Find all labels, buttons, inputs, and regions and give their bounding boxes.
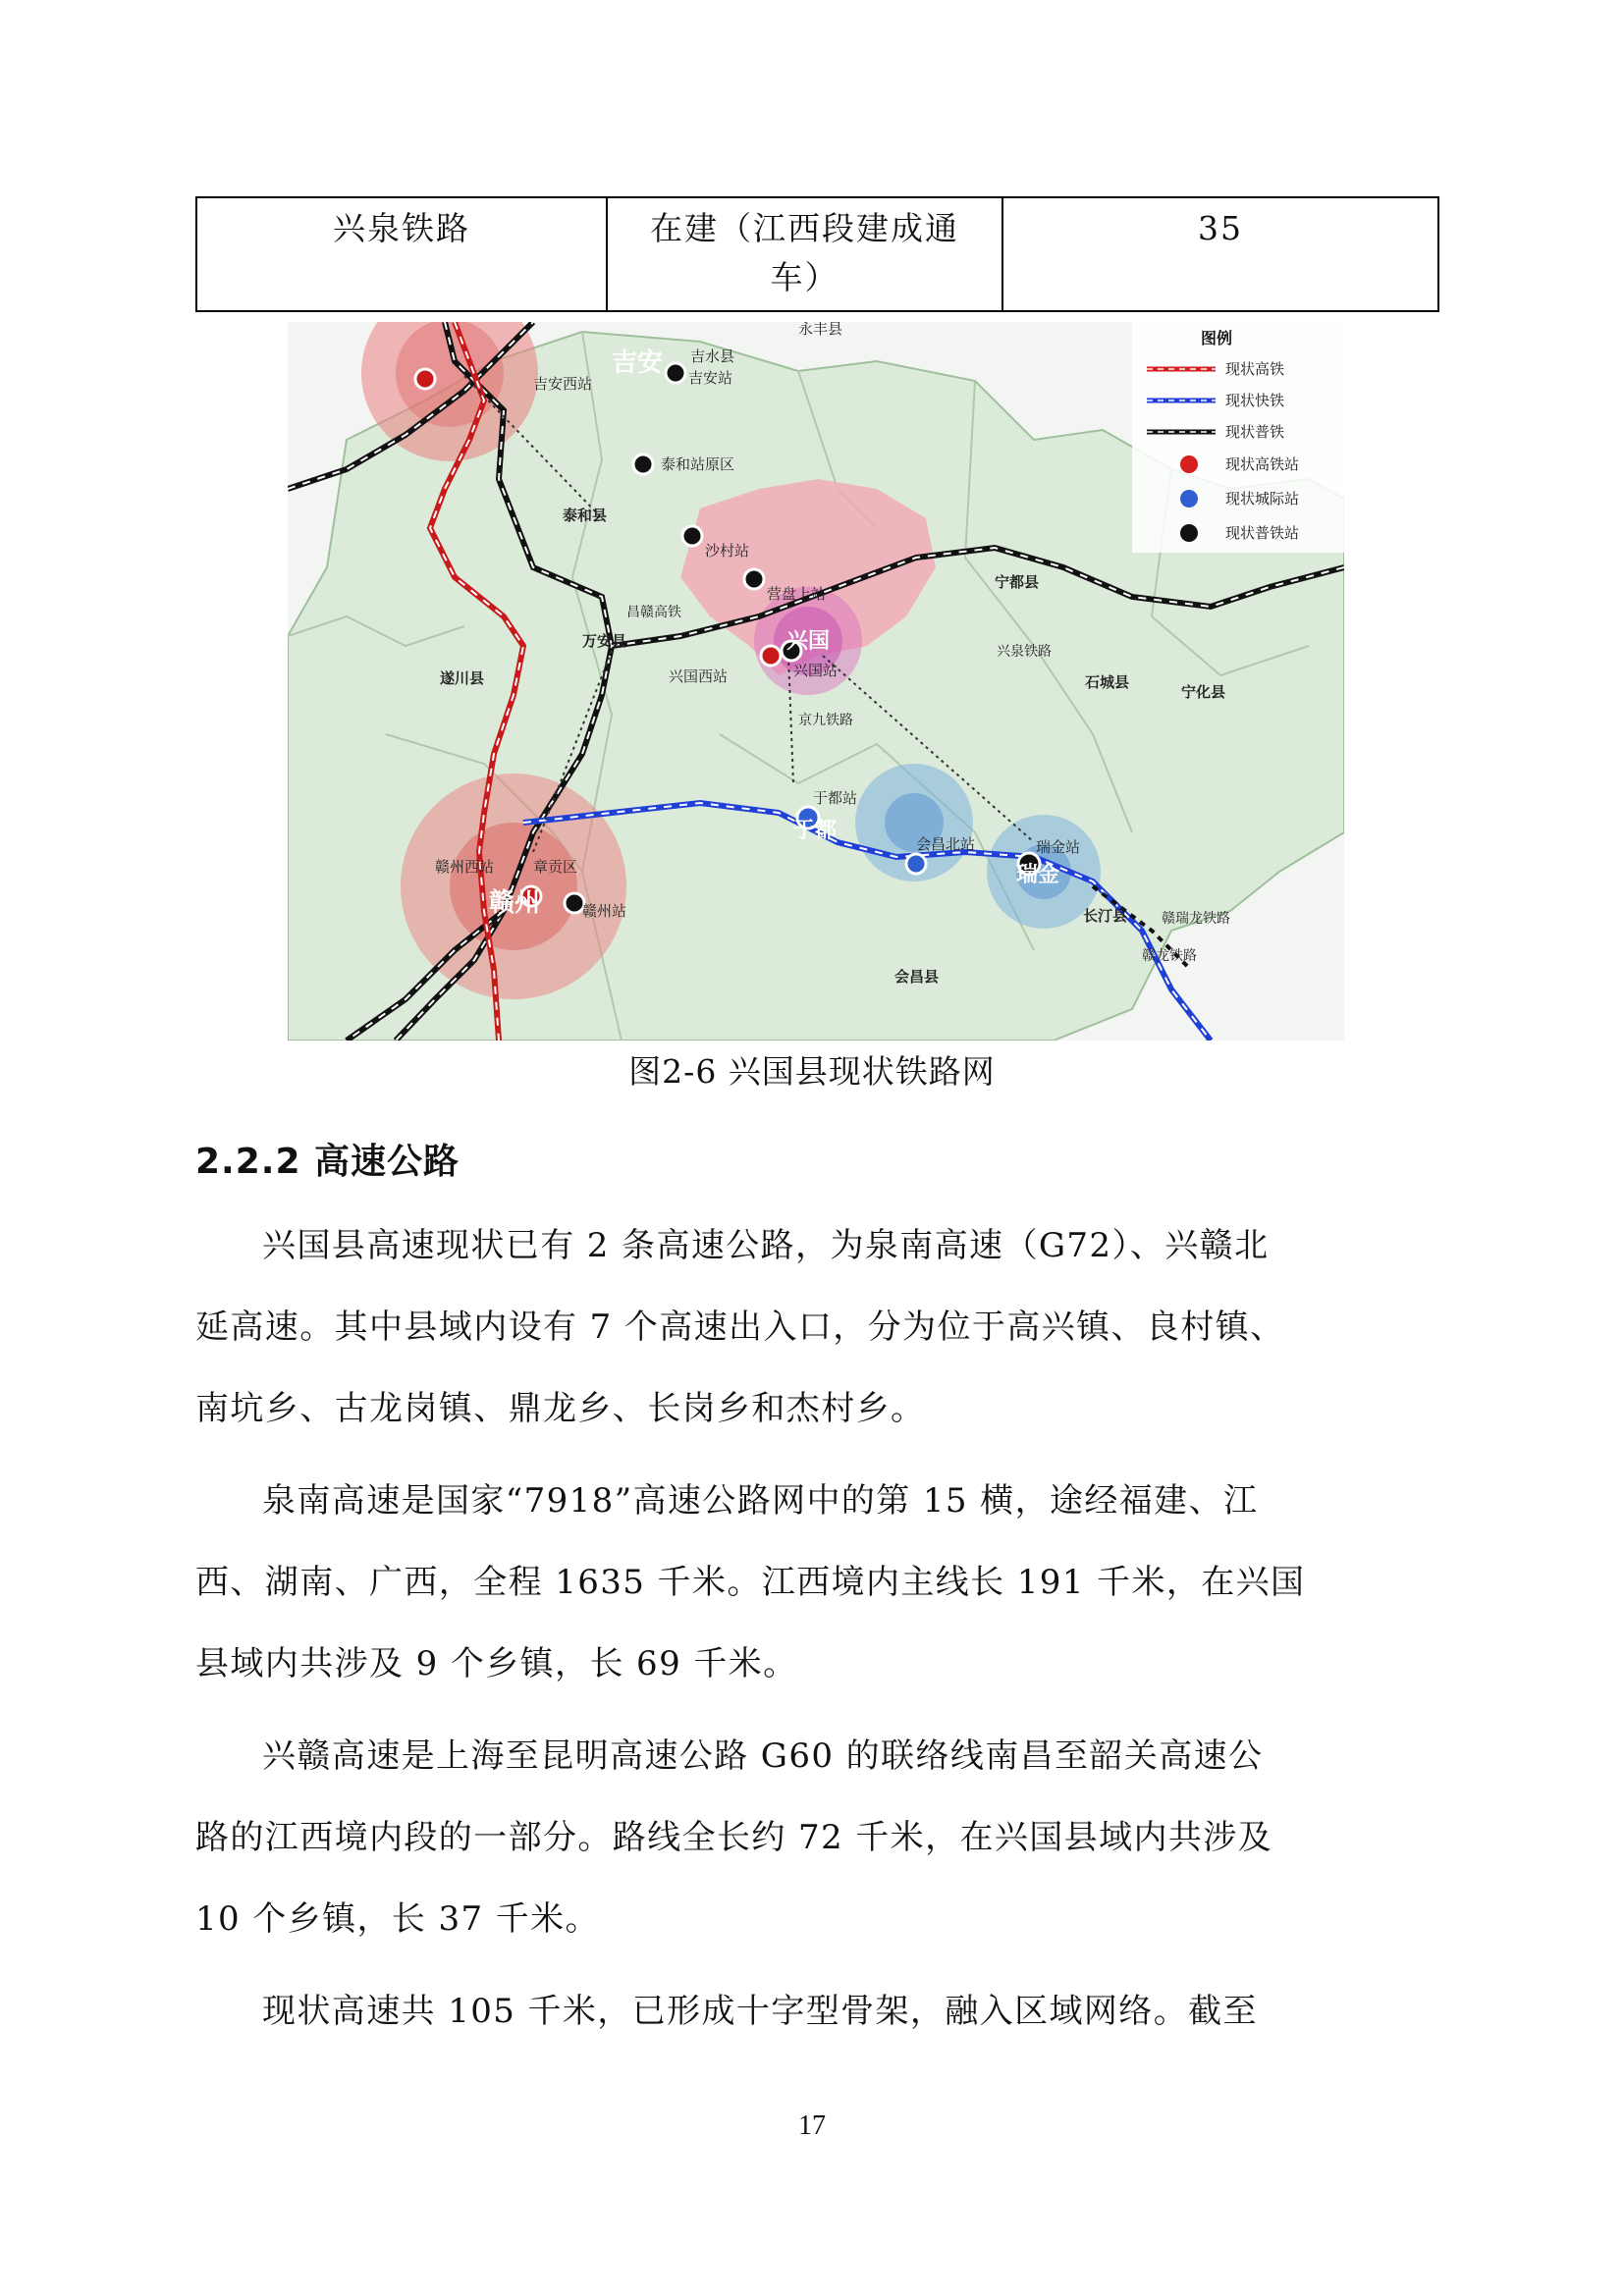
paragraph-line: 兴国县高速现状已有 2 条高速公路，为泉南高速（G72）、兴赣北 [262,1226,1270,1265]
yingpan-station-icon [744,569,764,589]
section-heading: 2.2.2 高速公路 [195,1142,460,1182]
paragraph-line: 10 个乡镇，长 37 千米。 [195,1899,600,1939]
railway-table [195,196,1439,312]
map-label-jishui: 吉水县 [690,347,735,365]
map-label-jian-west: 吉安西站 [533,375,593,393]
paragraph-1 [195,1205,1439,1450]
map-label-shacun: 沙村站 [705,542,750,560]
legend-normal-station-icon [1180,524,1198,542]
map-label-xingguo: 兴国 [786,629,831,654]
legend-item-fast-rail: 现状快铁 [1225,392,1285,409]
legend-item-normal-rail: 现状普铁 [1225,423,1285,441]
xingguo-west-station-icon [761,646,781,666]
map-label-ganzhou: 赣州 [489,888,541,918]
paragraph-line: 南坑乡、古龙岗镇、鼎龙乡、长岗乡和杰村乡。 [195,1389,926,1428]
map-label-huichang-north: 会昌北站 [916,835,976,853]
shacun-station-icon [682,526,702,546]
ganzhou-station-icon [565,893,584,913]
map-label-changgan: 昌赣高铁 [626,605,681,620]
paragraph-2 [195,1461,1439,1705]
map-label-xingquan: 兴泉铁路 [997,644,1052,660]
map-label-ganlong: 赣龙铁路 [1142,948,1197,964]
map-label-ruijin: 瑞金 [1016,863,1060,887]
map-label-xingguo-west: 兴国西站 [669,667,729,685]
railway-length-cell: 35 [1002,197,1438,311]
map-label-jian: 吉安 [612,348,664,378]
status-line-1: 在建（江西段建成通 [650,209,959,247]
legend-item-normal-station: 现状普铁站 [1225,524,1300,542]
map-label-ruijin-station: 瑞金站 [1036,838,1081,856]
map-label-huichang: 会昌县 [894,968,940,986]
map-label-xingguo-station: 兴国站 [793,662,839,679]
map-label-yudu-station: 于都站 [813,789,858,807]
map-label-changting: 长汀县 [1083,907,1128,925]
table-row [196,197,1438,311]
map-label-jingjiu: 京九铁路 [798,713,853,728]
paragraph-line: 西、湖南、广西，全程 1635 千米。江西境内主线长 191 千米，在兴国 [195,1563,1306,1602]
map-label-zhanggong: 章贡区 [533,858,578,876]
legend-title: 图例 [1201,329,1233,347]
paragraph-line: 现状高速共 105 千米，已形成十字型骨架，融入区域网络。截至 [262,1992,1258,2031]
paragraph-line: 兴赣高速是上海至昆明高速公路 G60 的联络线南昌至韶关高速公 [262,1736,1264,1776]
map-label-ganzhou-west: 赣州西站 [435,858,495,876]
map-label-ninghua: 宁化县 [1181,683,1226,701]
map-label-ganruilong: 赣瑞龙铁路 [1162,911,1230,927]
railway-map [288,322,1344,1041]
figure-caption: 图2-6 兴国县现状铁路网 [628,1052,996,1091]
taihe-station-icon [633,454,653,474]
map-legend [1132,322,1344,553]
legend-item-high-speed: 现状高铁 [1225,360,1285,378]
railway-map-figure [288,322,1344,1041]
legend-intercity-station-icon [1180,490,1198,507]
map-label-shicheng: 石城县 [1085,673,1130,691]
map-label-yingpan: 营盘上站 [767,585,827,603]
railway-status-cell [607,197,1002,311]
page-number: 17 [798,2110,826,2141]
paragraph-4 [195,1971,1439,2053]
huichang-north-station-icon [906,854,926,874]
map-label-yongfeng: 永丰县 [798,322,843,338]
map-label-yudu: 于都 [793,819,838,843]
paragraph-line: 延高速。其中县域内设有 7 个高速出入口，分为位于高兴镇、良村镇、 [195,1308,1285,1347]
map-label-ningdu: 宁都县 [995,573,1040,591]
map-label-suichuan: 遂川县 [440,669,485,687]
map-label-jian-station: 吉安站 [688,369,733,387]
jian-west-station-icon [415,369,435,389]
legend-high-speed-station-icon [1180,455,1198,473]
jian-station-icon [666,363,685,383]
legend-item-intercity-station: 现状城际站 [1225,490,1300,507]
paragraph-line: 泉南高速是国家“7918”高速公路网中的第 15 横，途经福建、江 [262,1481,1259,1521]
railway-name-cell: 兴泉铁路 [196,197,607,311]
paragraph-line: 路的江西境内段的一部分。路线全长约 72 千米，在兴国县域内共涉及 [195,1818,1273,1857]
paragraph-line: 县域内共涉及 9 个乡镇，长 69 千米。 [195,1644,798,1683]
map-label-wanan: 万安县 [582,632,627,650]
status-line-2: 车） [770,258,839,296]
map-label-taihe: 泰和县 [563,507,608,524]
legend-item-high-speed-station: 现状高铁站 [1225,455,1300,473]
map-label-ganzhou-station: 赣州站 [582,902,627,920]
paragraph-3 [195,1716,1439,1960]
map-label-taihe-station: 泰和站原区 [661,455,735,473]
